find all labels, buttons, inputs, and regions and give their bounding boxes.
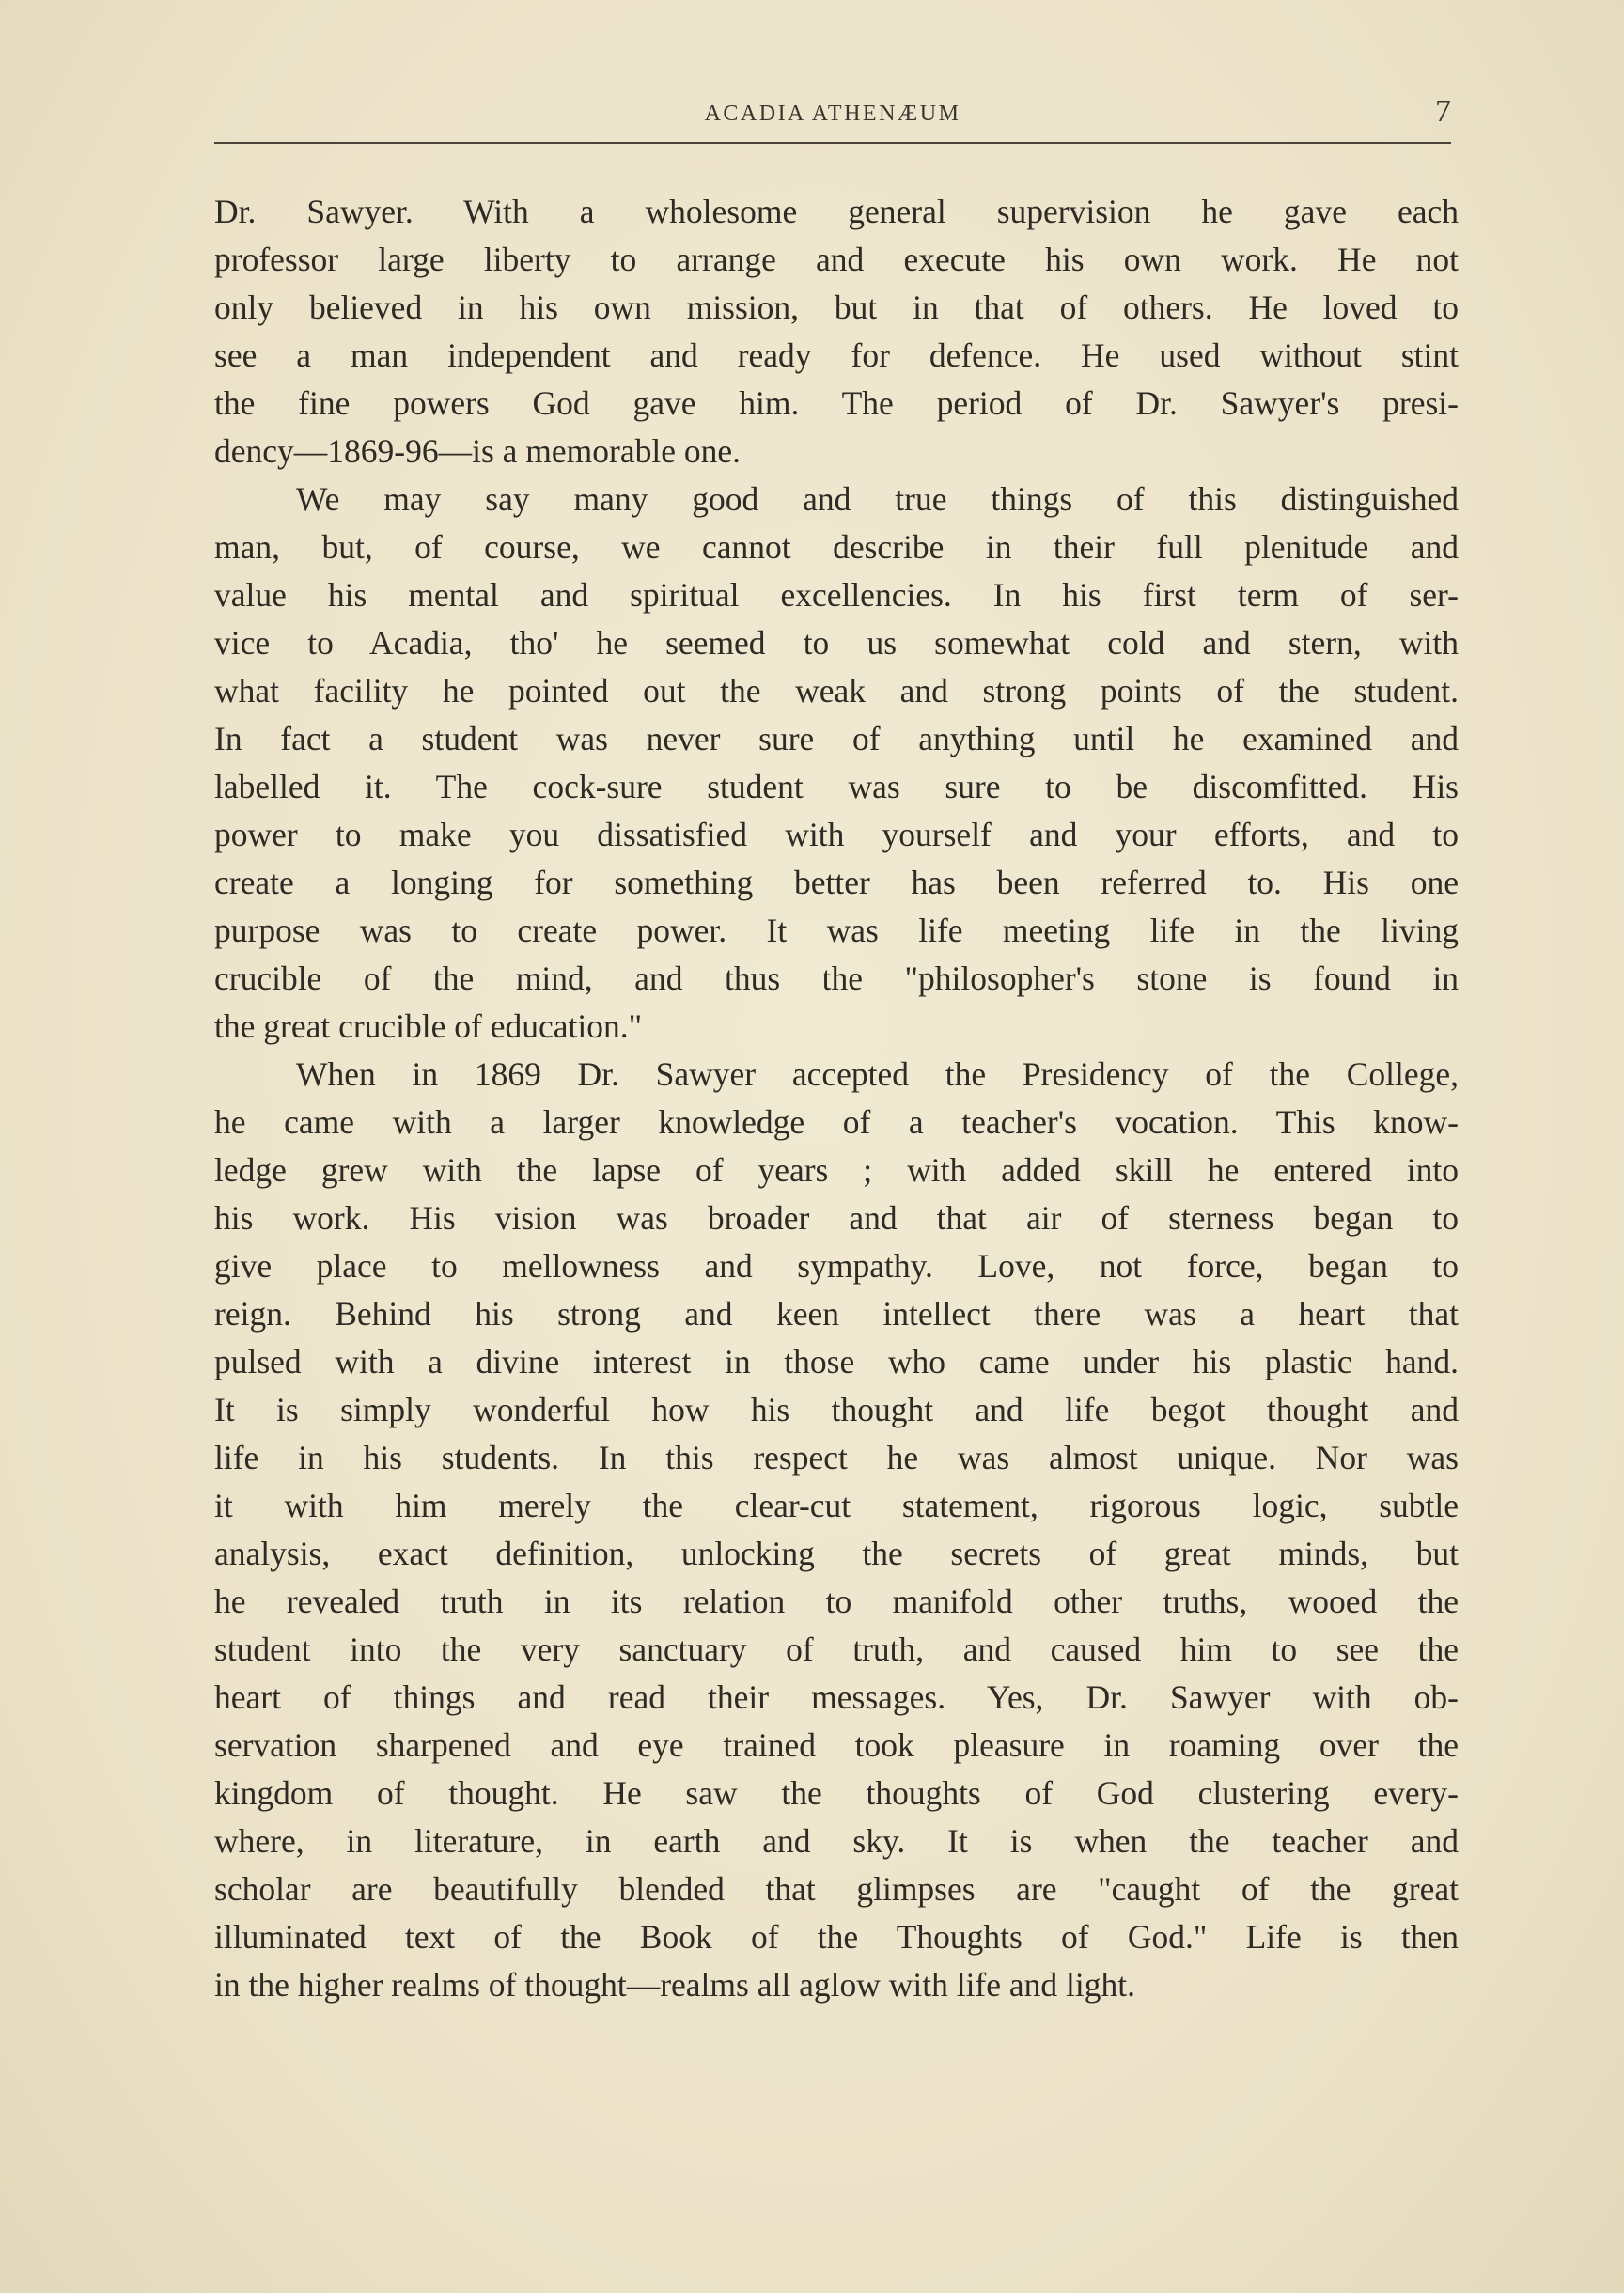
- text-line: heart of things and read their messages. Yes, Dr. Sawyer with ob-: [214, 1678, 1459, 1716]
- text-line: crucible of the mind, and thus the "philosopher's stone is found in: [214, 959, 1459, 997]
- text-line: only believed in his own mission, but in that of others. He loved to: [214, 289, 1459, 326]
- text-line: ledge grew with the lapse of years ; with added skill he entered into: [214, 1151, 1459, 1189]
- text-line: student into the very sanctuary of truth, and caused him to see the: [214, 1630, 1459, 1668]
- text-line: It is simply wonderful how his thought and life begot thought and: [214, 1391, 1459, 1428]
- paragraph-first-line: When in 1869 Dr. Sawyer accepted the Presidency of the College,: [296, 1055, 1459, 1093]
- text-line: Dr. Sawyer. With a wholesome general supervision he gave each: [214, 193, 1459, 230]
- text-line: power to make you dissatisfied with yourself and your efforts, and to: [214, 816, 1459, 853]
- text-line: reign. Behind his strong and keen intellect there was a heart that: [214, 1295, 1459, 1333]
- text-line: scholar are beautifully blended that glimpses are "caught of the great: [214, 1870, 1459, 1908]
- running-header: [214, 94, 1451, 141]
- text-line: vice to Acadia, tho' he seemed to us somewhat cold and stern, with: [214, 624, 1459, 662]
- text-line: In fact a student was never sure of anything until he examined and: [214, 720, 1459, 757]
- text-line: labelled it. The cock-sure student was sure to be discomfitted. His: [214, 768, 1459, 805]
- text-line: create a longing for something better has been referred to. His one: [214, 864, 1459, 901]
- paragraph-first-line: We may say many good and true things of this distinguished: [296, 480, 1459, 518]
- text-line: in the higher realms of thought—realms all aglow with life and light.: [214, 1966, 1135, 2004]
- text-line: see a man independent and ready for defence. He used without stint: [214, 336, 1459, 374]
- text-line: dency—1869-96—is a memorable one.: [214, 432, 741, 470]
- text-line: purpose was to create power. It was life meeting life in the living: [214, 912, 1459, 949]
- text-line: illuminated text of the Book of the Thoughts of God." Life is then: [214, 1918, 1459, 1956]
- text-line: man, but, of course, we cannot describe in their full plenitude and: [214, 528, 1459, 566]
- text-line: the great crucible of education.": [214, 1007, 643, 1045]
- page-number: 7: [1435, 94, 1451, 129]
- running-title: ACADIA ATHENÆUM: [704, 101, 961, 126]
- header-rule: [214, 142, 1451, 144]
- text-line: what facility he pointed out the weak and strong points of the student.: [214, 672, 1459, 710]
- text-line: give place to mellowness and sympathy. Love, not force, began to: [214, 1247, 1459, 1285]
- text-line: where, in literature, in earth and sky. It is when the teacher and: [214, 1822, 1459, 1860]
- text-line: he revealed truth in its relation to manifold other truths, wooed the: [214, 1583, 1459, 1620]
- text-line: his work. His vision was broader and that air of sterness began to: [214, 1199, 1459, 1237]
- text-line: professor large liberty to arrange and execute his own work. He not: [214, 241, 1459, 278]
- text-line: the fine powers God gave him. The period of Dr. Sawyer's presi-: [214, 384, 1459, 422]
- text-line: kingdom of thought. He saw the thoughts of God clustering every-: [214, 1774, 1459, 1812]
- text-line: life in his students. In this respect he was almost unique. Nor was: [214, 1439, 1459, 1476]
- text-line: value his mental and spiritual excellencies. In his first term of ser-: [214, 576, 1459, 614]
- text-line: pulsed with a divine interest in those who came under his plastic hand.: [214, 1343, 1459, 1380]
- text-line: servation sharpened and eye trained took pleasure in roaming over the: [214, 1726, 1459, 1764]
- text-line: he came with a larger knowledge of a teacher's vocation. This know-: [214, 1103, 1459, 1141]
- text-line: analysis, exact definition, unlocking the secrets of great minds, but: [214, 1535, 1459, 1572]
- body-text: [214, 188, 1459, 2009]
- text-line: it with him merely the clear-cut statement, rigorous logic, subtle: [214, 1487, 1459, 1524]
